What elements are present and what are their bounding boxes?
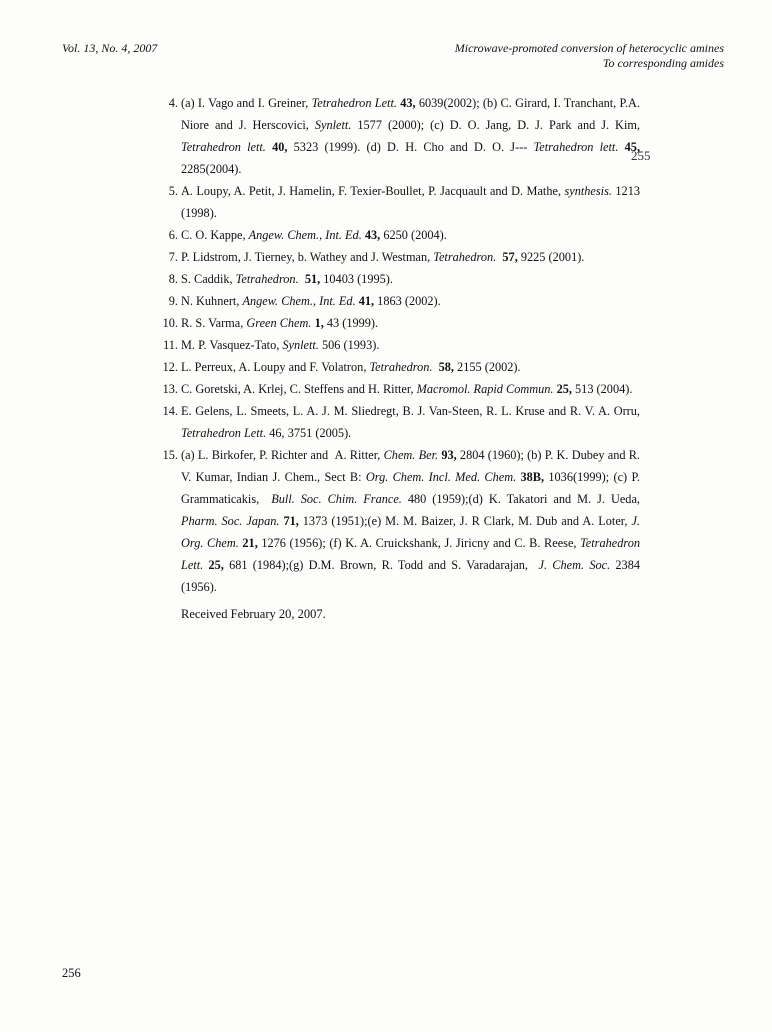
running-header-title-line1: Microwave-promoted conversion of heterocyclic amines	[454, 41, 724, 55]
reference-number: 15 .	[160, 444, 178, 466]
running-header-title-line2: To corresponding amides	[602, 56, 724, 70]
reference-text: M. P. Vasquez-Tato, Synlett. 506 (1993).	[181, 338, 380, 352]
reference-text: (a) L. Birkofer, P. Richter and A. Ritter, Chem. Ber. 93, 2804 (1960); (b) P. K. Dubey and R. V. Kumar, Indian J. Chem., Sect B: Org. Chem. Incl. Med. Chem. 38B, 1036(1999); (c) P. Grammaticakis, Bull. Soc. Chim. France. 480 (1959);(d) K. Takatori and M. J. Ueda, Pharm. Soc. Japan. 71, 1373 (1951);(e) M. M. Baizer, J. R Clark, M. Dub and A. Loter, J. Org. Chem. 21, 1276 (1956); (f) K. A. Cruickshank, J. Jiricny and C. B. Reese, Tetrahedron Lett. 25, 681 (1984);(g) D.M. Brown, R. Todd and S. Varadarajan, J. Chem. Soc. 2384 (1956).	[181, 448, 641, 594]
reference-text: S. Caddik, Tetrahedron. 51, 10403 (1995).	[181, 272, 393, 286]
reference-number: 12 .	[160, 356, 178, 378]
running-header-volume: Vol. 13, No. 4, 2007	[62, 41, 158, 55]
reference-item	[160, 246, 640, 268]
reference-item	[160, 92, 640, 180]
reference-number: 4 .	[160, 92, 178, 114]
reference-number: 14 .	[160, 400, 178, 422]
reference-number: 11 .	[160, 334, 178, 356]
reference-item	[160, 400, 640, 444]
reference-list	[160, 92, 640, 598]
running-header-title	[455, 41, 724, 71]
reference-text: R. S. Varma, Green Chem. 1, 43 (1999).	[181, 316, 379, 330]
received-date: Received February 20, 2007.	[181, 607, 326, 621]
reference-number: 5 .	[160, 180, 178, 202]
reference-text: E. Gelens, L. Smeets, L. A. J. M. Sliedregt, B. J. Van-Steen, R. L. Kruse and R. V. A. Orru, Tetrahedron Lett. 46, 3751 (2005).	[181, 404, 640, 440]
stray-page-mark: 255	[631, 148, 651, 163]
reference-number: 7 .	[160, 246, 178, 268]
reference-item	[160, 334, 640, 356]
reference-text: P. Lidstrom, J. Tierney, b. Wathey and J. Westman, Tetrahedron. 57, 9225 (2001).	[181, 250, 585, 264]
reference-item	[160, 180, 640, 224]
reference-number: 9 .	[160, 290, 178, 312]
reference-text: C. O. Kappe, Angew. Chem., Int. Ed. 43, 6250 (2004).	[181, 228, 447, 242]
reference-item	[160, 312, 640, 334]
reference-item	[160, 356, 640, 378]
reference-number: 6 .	[160, 224, 178, 246]
reference-item	[160, 290, 640, 312]
reference-number: 13 .	[160, 378, 178, 400]
reference-item	[160, 444, 640, 598]
reference-text: A. Loupy, A. Petit, J. Hamelin, F. Texier-Boullet, P. Jacquault and D. Mathe, synthesis. 1213 (1998).	[181, 184, 640, 220]
reference-number: 10 .	[160, 312, 178, 334]
reference-number: 8 .	[160, 268, 178, 290]
page-number: 256	[62, 966, 81, 980]
reference-text: L. Perreux, A. Loupy and F. Volatron, Tetrahedron. 58, 2155 (2002).	[181, 360, 521, 374]
reference-text: N. Kuhnert, Angew. Chem., Int. Ed. 41, 1863 (2002).	[181, 294, 441, 308]
reference-item	[160, 378, 640, 400]
reference-item	[160, 224, 640, 246]
reference-text: (a) I. Vago and I. Greiner, Tetrahedron Lett. 43, 6039(2002); (b) C. Girard, I. Tranchant, P.A. Niore and J. Herscovici, Synlett. 1577 (2000); (c) D. O. Jang, D. J. Park and J. Kim, Tetrahedron lett. 40, 5323 (1999). (d) D. H. Cho and D. O. J--- Tetrahedron lett. 45, 2285(2004).	[181, 96, 641, 176]
reference-item	[160, 268, 640, 290]
reference-text: C. Goretski, A. Krlej, C. Steffens and H. Ritter, Macromol. Rapid Commun. 25, 513 (2004).	[181, 382, 633, 396]
